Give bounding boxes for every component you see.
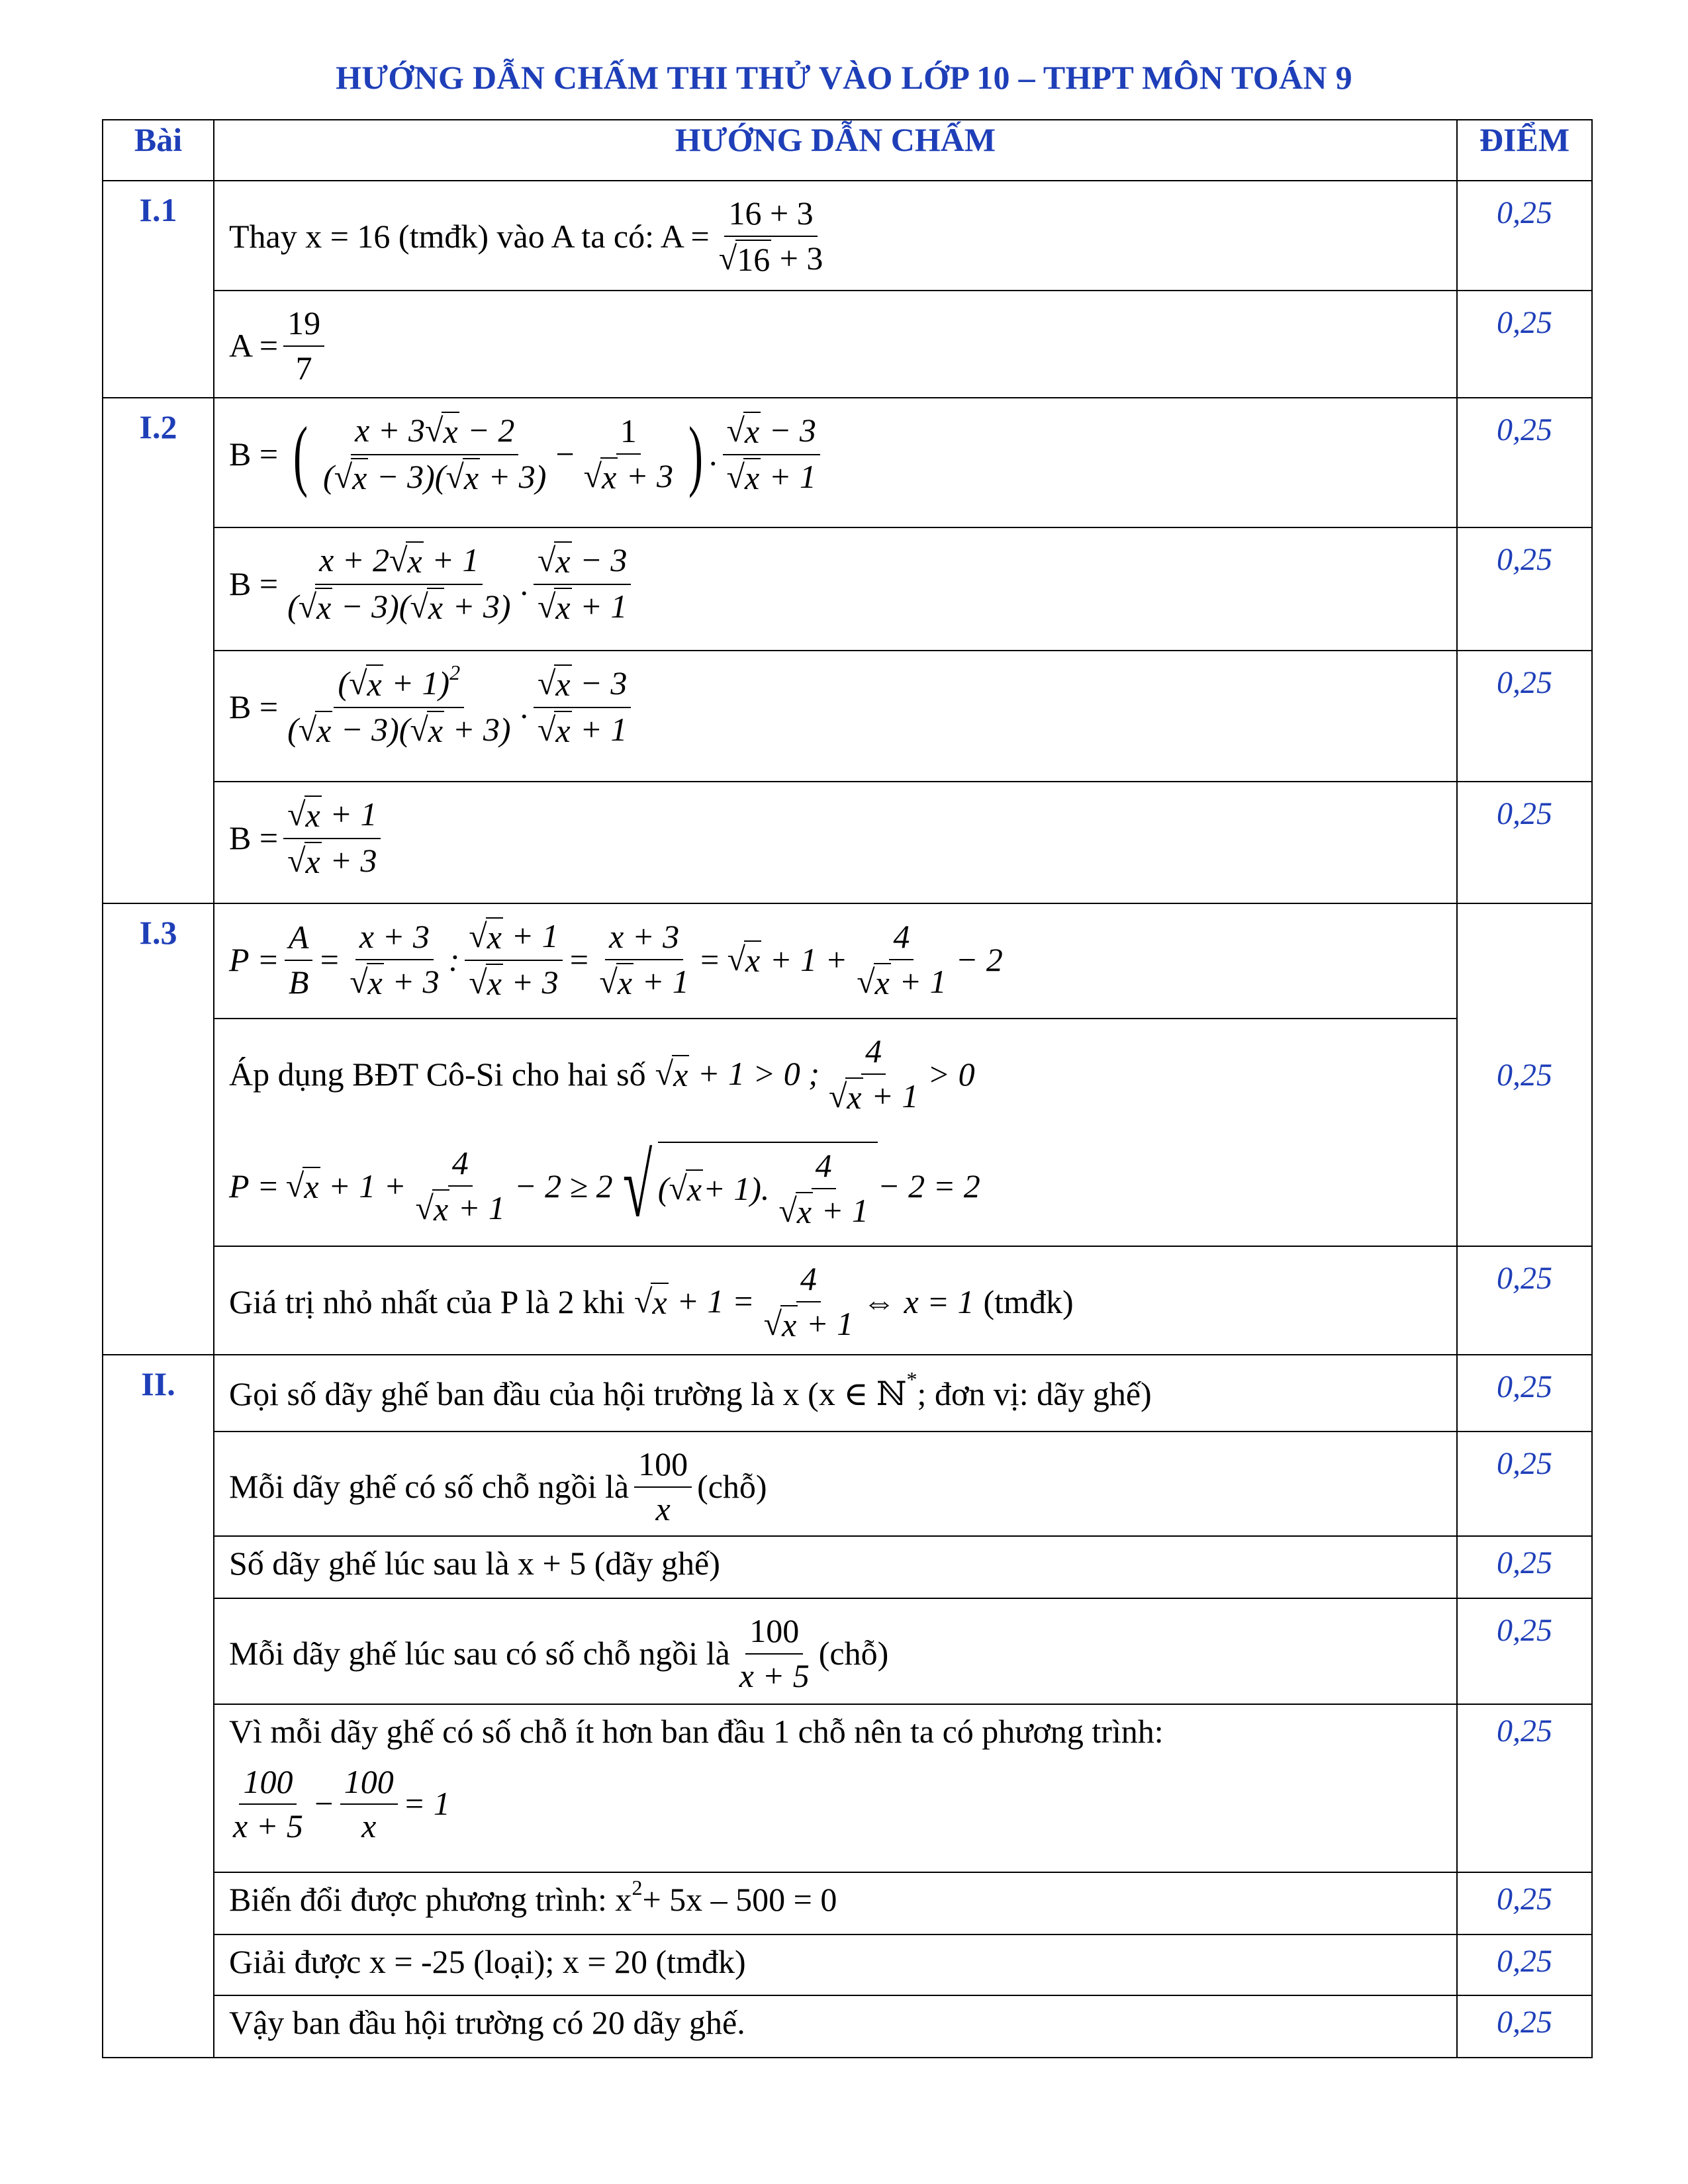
fraction: $\frac{19}{7}$ (283, 304, 324, 387)
text: (chỗ) (697, 1467, 767, 1505)
header-guide: HƯỚNG DẪN CHẤM (214, 120, 1457, 181)
table-row (103, 1536, 1592, 1598)
text: Vì mỗi dãy ghế có số chỗ ít hơn ban đầu 1 chỗ nên ta có phương trình: (229, 1713, 1164, 1750)
fraction: 16 + 3 √ 16 + 3 (718, 195, 823, 278)
table-row (103, 527, 1592, 651)
score-cell: 0,25 (1457, 1598, 1592, 1704)
text: B = (229, 819, 279, 856)
table-row (103, 782, 1592, 903)
section-label-i2: I.2 (103, 398, 214, 903)
section-label-i1: I.1 (103, 181, 214, 398)
text: B = (229, 688, 279, 725)
table-row (103, 1019, 1592, 1246)
table-row (103, 651, 1592, 782)
text: Thay x = 16 (tmđk) vào A ta có: A = (229, 217, 710, 255)
row-ii-2: Mỗi dãy ghế có số chỗ ngồi là $\frac{100}{x}$ (chỗ) (214, 1432, 1457, 1536)
table-row (103, 398, 1592, 527)
table-row (103, 1872, 1592, 1934)
row-i3-2: Áp dụng BĐT Cô-Si cho hai số √ x + 1 > 0 ; 4 √ x + 1 > 0 P = √ x + 1 + 4 √ x + 1 − 2 ≥ 2 √ ( √ x + 1). 4 √ x + 1 − 2 = 2 (214, 1019, 1457, 1246)
table-row (103, 1598, 1592, 1704)
table-row (103, 1934, 1592, 1995)
row-i2-1: B = ( x + 3 √ x − 2 ( √ x − 3)( √ x + 3) − 1 √ x + 3 ) . √ x − 3 √ x + 1 (214, 398, 1457, 527)
row-i3-3: Giá trị nhỏ nhất của P là 2 khi √ x + 1 = 4 √ x + 1 ⇔ x = 1 (tmđk) (214, 1246, 1457, 1355)
text: Mỗi dãy ghế có số chỗ ngồi là (229, 1467, 630, 1505)
score-cell: 0,25 (1457, 651, 1592, 782)
score-cell: 0,25 (1457, 527, 1592, 651)
table-row (103, 291, 1592, 398)
row-ii-7 (214, 1934, 1457, 1995)
score-cell: 0,25 (1457, 1432, 1592, 1536)
text: B = (229, 565, 279, 602)
score-cell: 0,25 (1457, 398, 1592, 527)
table-row (103, 1355, 1592, 1432)
score-cell: 0,25 (1457, 782, 1592, 903)
row-ii-6: Biến đổi được phương trình: x 2 + 5x – 500 = 0 (214, 1872, 1457, 1934)
row-ii-1: Gọi số dãy ghế ban đầu của hội trường là x (x ∈ ℕ * ; đơn vị: dãy ghế) (214, 1355, 1457, 1432)
text: Giá trị nhỏ nhất của P là 2 khi (229, 1283, 626, 1320)
text: Giải được x = -25 (loại); x = 20 (tmđk) (229, 1943, 746, 1980)
text: Số dãy ghế lúc sau là x + 5 (dãy ghế) (229, 1545, 720, 1582)
row-i2-4: B = √ x + 1 √ x + 3 (214, 782, 1457, 903)
score-cell: 0,25 (1457, 1995, 1592, 2058)
grading-table (102, 119, 1593, 2058)
row-i3-1: P = $\frac{A}{B}$ = x + 3 √ x + 3 : √ x + 1 √ x + 3 = x + 3 √ x + 1 = √ x + 1 + 4 √ x + 1 − 2 (214, 903, 1457, 1019)
score-cell: 0,25 (1457, 181, 1592, 291)
table-header (103, 120, 1592, 181)
text: (chỗ) (818, 1634, 889, 1672)
score-cell: 0,25 (1457, 1704, 1592, 1872)
table-row (103, 1704, 1592, 1872)
header-score: ĐIỂM (1457, 120, 1592, 181)
table-row (103, 1432, 1592, 1536)
text: Áp dụng BĐT Cô-Si cho hai số (229, 1055, 646, 1093)
score-cell: 0,25 (1457, 1536, 1592, 1598)
score-cell: 0,25 (1457, 1355, 1592, 1432)
table-row (103, 1246, 1592, 1355)
text: B = (229, 435, 279, 473)
text: Mỗi dãy ghế lúc sau có số chỗ ngồi là (229, 1634, 730, 1672)
page-title: HƯỚNG DẪN CHẤM THI THỬ VÀO LỚP 10 – THPT MÔN TOÁN 9 (336, 59, 1352, 96)
table-row (103, 1995, 1592, 2058)
header-bai: Bài (103, 120, 214, 181)
text: Gọi số dãy ghế ban đầu của hội trường là x (x ∈ ℕ (229, 1375, 907, 1412)
table-row (103, 181, 1592, 291)
text: A = (229, 326, 279, 364)
table-row (103, 903, 1592, 1019)
row-ii-8 (214, 1995, 1457, 2058)
section-label-i3: I.3 (103, 903, 214, 1355)
row-i1-2 (214, 291, 1457, 398)
text: ; đơn vị: dãy ghế) (917, 1375, 1152, 1412)
row-i2-3: B = ( √ x + 1)$^2$ ( √ x − 3)( √ x + 3) . √ x − 3 √ x + 1 (214, 651, 1457, 782)
row-i2-2: B = x + 2 √ x + 1 ( √ x − 3)( √ x + 3) . √ x − 3 √ x + 1 (214, 527, 1457, 651)
row-i1-1 (214, 181, 1457, 291)
section-label-ii: II. (103, 1355, 214, 2058)
row-ii-4: Mỗi dãy ghế lúc sau có số chỗ ngồi là $\frac{100}{x + 5}$ (chỗ) (214, 1598, 1457, 1704)
score-cell: 0,25 (1457, 1872, 1592, 1934)
text: (tmđk) (983, 1283, 1074, 1320)
row-ii-3 (214, 1536, 1457, 1598)
score-cell: 0,25 (1457, 291, 1592, 398)
score-cell: 0,25 (1457, 1934, 1592, 1995)
text: Biến đổi được phương trình: x (229, 1881, 632, 1918)
score-cell: 0,25 (1457, 903, 1592, 1246)
text: Vậy ban đầu hội trường có 20 dãy ghế. (229, 2004, 745, 2041)
score-cell: 0,25 (1457, 1246, 1592, 1355)
row-ii-5: Vì mỗi dãy ghế có số chỗ ít hơn ban đầu 1 chỗ nên ta có phương trình: $\frac{100}{x + 5}$ − $\frac{100}{x}$ = 1 (214, 1704, 1457, 1872)
text: + 5x – 500 = 0 (642, 1881, 837, 1918)
